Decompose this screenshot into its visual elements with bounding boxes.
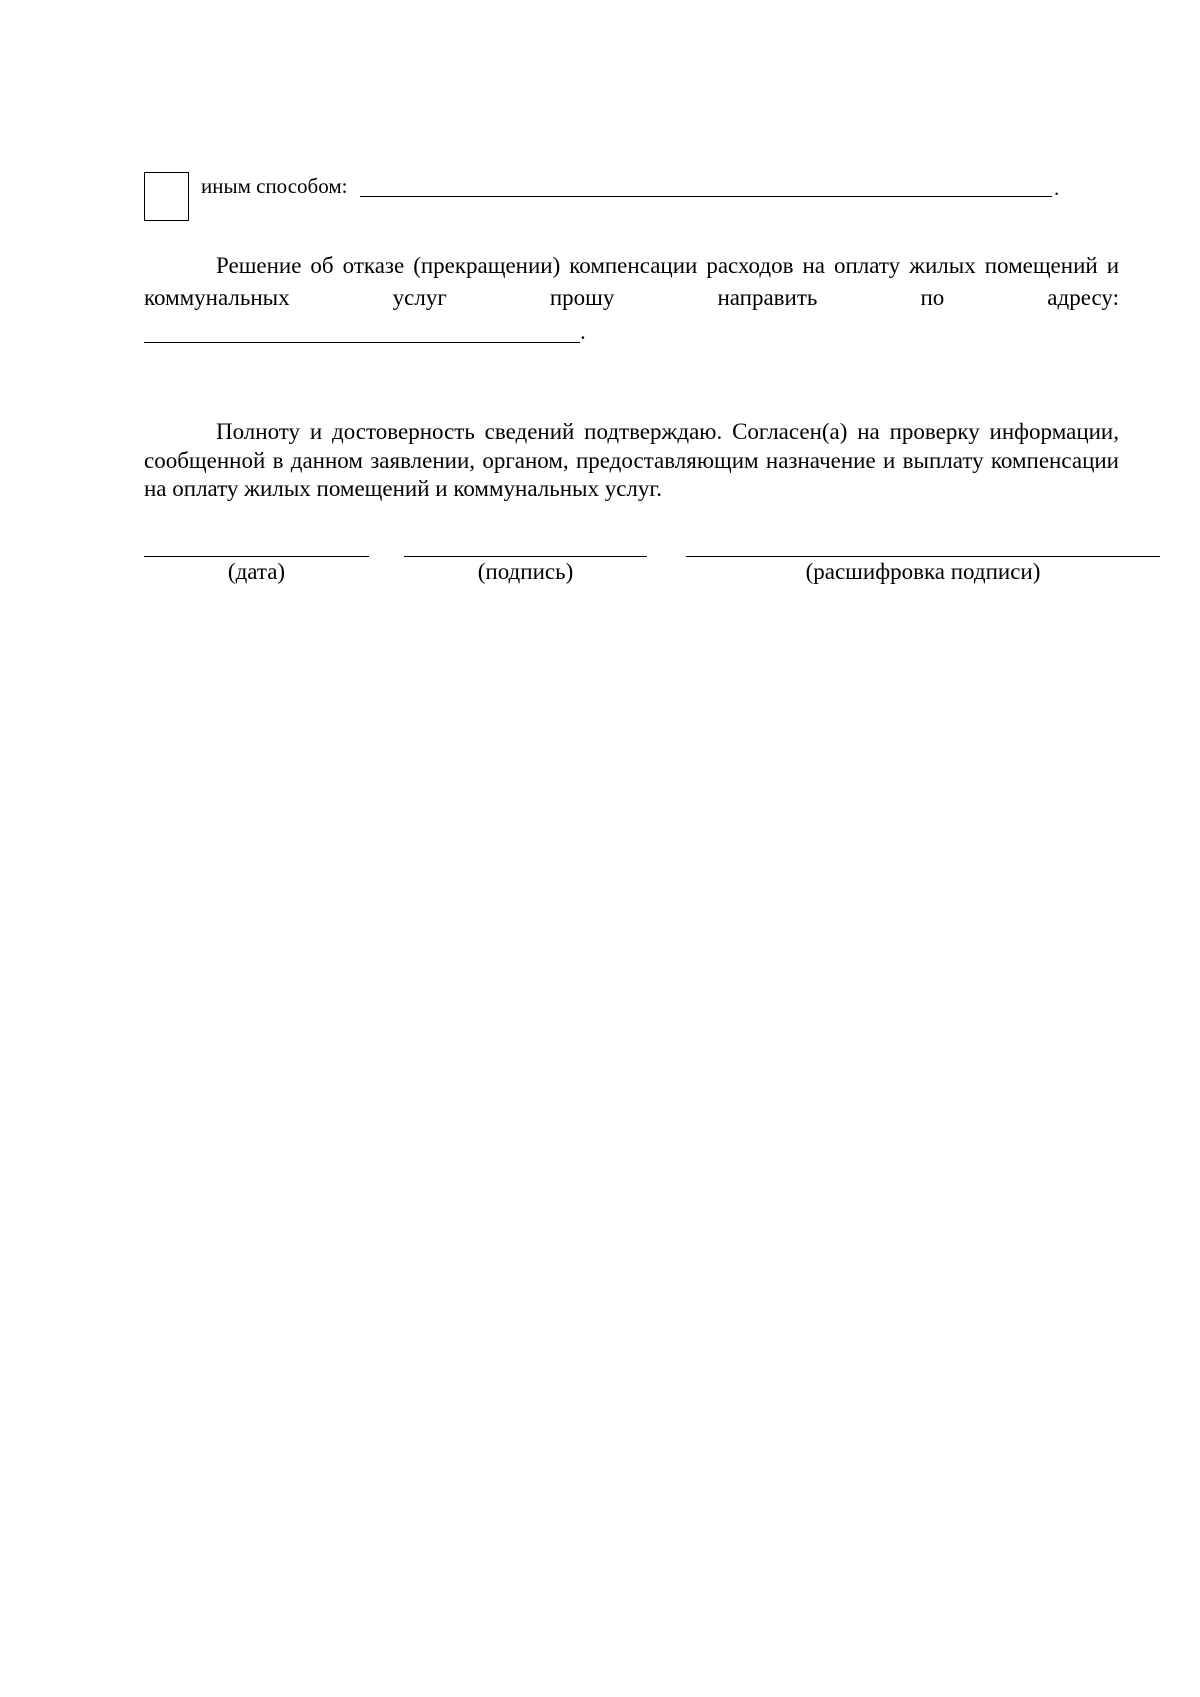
confirmation-paragraph: Полноту и достоверность сведений подтверждаю. Согласен(а) на проверку информации, сообщенной в данном заявлении, органом, предоставляющим назначение и выплату компенсации на оплату жилых помещений и коммунальных услуг. — [144, 419, 1119, 501]
date-fill-line[interactable] — [144, 556, 369, 557]
option-other-method — [144, 172, 1064, 224]
signature-field — [404, 556, 647, 585]
address-fill-line[interactable] — [144, 342, 580, 343]
signature-fill-line[interactable] — [404, 556, 647, 557]
refusal-paragraph: Решение об отказе (прекращении) компенсации расходов на оплату жилых помещений и коммунальных услуг прошу направить по адресу: — [144, 253, 1119, 310]
other-method-end-mark: . — [1054, 176, 1060, 200]
date-caption: (дата) — [227, 559, 286, 584]
other-method-fill-line[interactable] — [360, 196, 1052, 197]
decoding-caption: (расшифровка подписи) — [805, 559, 1041, 584]
signature-decoding-field — [686, 556, 1160, 585]
address-end-mark: . — [580, 319, 586, 344]
other-method-checkbox[interactable] — [144, 172, 189, 221]
other-method-label: иным способом: — [201, 174, 348, 198]
signature-caption: (подпись) — [477, 559, 574, 584]
signature-date-field — [144, 556, 369, 585]
address-field — [144, 318, 604, 348]
decoding-fill-line[interactable] — [686, 556, 1160, 557]
